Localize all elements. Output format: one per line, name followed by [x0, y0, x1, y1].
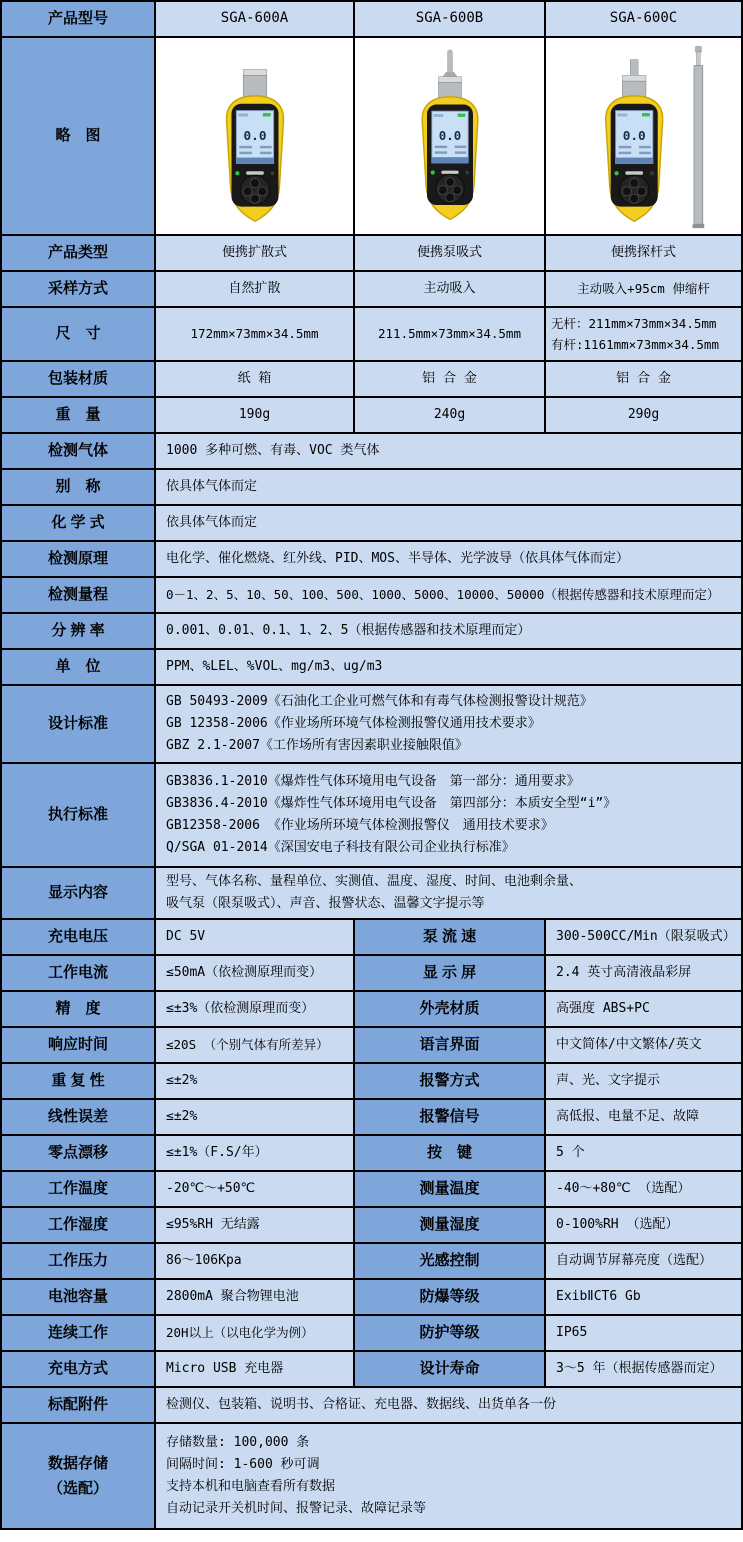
value-sampling-a: 自然扩散: [156, 272, 353, 306]
label-linearity-error: 线性误差: [2, 1100, 154, 1134]
value-protection-class: IP65: [546, 1316, 741, 1350]
value-measure-humidity: 0-100%RH （选配）: [546, 1208, 741, 1242]
screen-info-line: [239, 152, 252, 154]
value-repeatability: ≤±2%: [156, 1064, 353, 1098]
exec-standard-line: GB3836.4-2010《爆炸性气体环境用电气设备 第四部分：本质安全型“i”》: [166, 795, 617, 811]
screen-reading: 0.0: [438, 127, 461, 143]
label-product-model: 产品型号: [2, 2, 154, 36]
label-pump-flow-rate: 泵 流 速: [355, 920, 544, 954]
value-charging-method: Micro USB 充电器: [156, 1352, 353, 1386]
label-standard-accessories: 标配附件: [2, 1388, 154, 1422]
value-light-control: 自动调节屏幕亮度（选配）: [546, 1244, 741, 1278]
value-alarm-signal: 高低报、电量不足、故障: [546, 1100, 741, 1134]
label-detect-range: 检测量程: [2, 578, 154, 612]
product-image-cell-c: [546, 38, 741, 234]
label-battery-capacity: 电池容量: [2, 1280, 154, 1314]
screen-info-line: [618, 152, 631, 154]
label-measure-temperature: 测量温度: [355, 1172, 544, 1206]
label-measure-humidity: 测量湿度: [355, 1208, 544, 1242]
screen-date-strip: [431, 157, 467, 163]
button-up: [445, 178, 454, 187]
value-continuous-work: 20H以上（以电化学为例）: [156, 1316, 353, 1350]
value-battery-capacity: 2800mA 聚合物锂电池: [156, 1280, 353, 1314]
value-type-c: 便携探杆式: [546, 236, 741, 270]
value-weight-a: 190g: [156, 398, 353, 432]
value-type-b: 便携泵吸式: [355, 236, 544, 270]
product-image-cell-a: [156, 38, 353, 234]
telescopic-rod-tip: [696, 52, 700, 66]
design-standard-line: GB 12358-2006《作业场所环境气体检测报警仪通用技术要求》: [166, 715, 541, 731]
brand-mark: [246, 171, 264, 174]
label-protection-class: 防护等级: [355, 1316, 544, 1350]
sensor-cap-rim: [438, 77, 461, 83]
label-design-standard: 设计标准: [2, 686, 154, 762]
screen-info-line: [239, 146, 252, 148]
label-explosion-proof-class: 防爆等级: [355, 1280, 544, 1314]
value-detect-gas: 1000 多种可燃、有毒、VOC 类气体: [156, 434, 741, 468]
brand-mark: [441, 171, 458, 174]
label-keys: 按 键: [355, 1136, 544, 1170]
button-down: [250, 194, 259, 203]
button-left: [438, 186, 447, 195]
label-unit: 单 位: [2, 650, 154, 684]
screen-info-line: [639, 146, 651, 148]
screen-date-strip: [615, 158, 652, 164]
device-image-sga-600b: [359, 42, 541, 234]
product-image-cell-b: [355, 38, 544, 234]
label-charging-voltage: 充电电压: [2, 920, 154, 954]
value-display-screen: 2.4 英寸高清液晶彩屏: [546, 956, 741, 990]
value-keys: 5 个: [546, 1136, 741, 1170]
data-storage-line: 存储数量: 100,000 条: [166, 1434, 310, 1450]
label-detect-principle: 检测原理: [2, 542, 154, 576]
screen-info-line: [259, 152, 271, 154]
button-right: [452, 186, 461, 195]
value-size-a: 172mm×73mm×34.5mm: [156, 308, 353, 360]
data-storage-line: 自动记录开关机时间、报警记录、故障记录等: [166, 1501, 427, 1517]
label-data-storage-line1: 数据存储: [47, 1454, 108, 1472]
screen-info-line: [434, 146, 446, 148]
exec-standard-line: Q/SGA 01-2014《深国安电子科技有限公司企业执行标准》: [166, 840, 515, 856]
sensor-cap: [243, 75, 267, 98]
design-standard-line: GB 50493-2009《石油化工企业可燃气体和有毒气体检测报警设计规范》: [166, 693, 593, 709]
label-detect-gas: 检测气体: [2, 434, 154, 468]
label-sketch: 略 图: [2, 38, 154, 234]
value-charging-voltage: DC 5V: [156, 920, 353, 954]
power-button: [465, 171, 469, 175]
value-sampling-c: 主动吸入+95cm 伸缩杆: [546, 272, 741, 306]
value-working-temperature: -20℃～+50℃: [156, 1172, 353, 1206]
screen-battery-icon: [642, 113, 650, 116]
value-weight-b: 240g: [355, 398, 544, 432]
label-alarm-mode: 报警方式: [355, 1064, 544, 1098]
sensor-cap-rim: [243, 69, 267, 75]
exec-standard-line: GB12358-2006 《作业场所环境气体检测报警仪 通用技术要求》: [166, 818, 554, 833]
button-right: [637, 187, 646, 196]
screen-reading: 0.0: [243, 128, 266, 144]
label-response-time: 响应时间: [2, 1028, 154, 1062]
value-size-c-line1: 无杆：211mm×73mm×34.5mm: [551, 315, 717, 331]
value-size-b: 211.5mm×73mm×34.5mm: [355, 308, 544, 360]
screen-reading: 0.0: [622, 128, 646, 144]
label-display-content: 显示内容: [2, 868, 154, 918]
value-packing-b: 铝 合 金: [355, 362, 544, 396]
value-packing-a: 纸 箱: [156, 362, 353, 396]
display-content-line: 型号、气体名称、量程单位、实测值、温度、湿度、时间、电池剩余量、: [166, 873, 583, 889]
label-alarm-signal: 报警信号: [355, 1100, 544, 1134]
value-response-time: ≤20S （个别气体有所差异）: [156, 1028, 353, 1062]
label-working-pressure: 工作压力: [2, 1244, 154, 1278]
value-measure-temperature: -40～+80℃ （选配）: [546, 1172, 741, 1206]
button-up: [250, 179, 259, 188]
sensor-cap-rim: [622, 75, 646, 81]
button-right: [257, 187, 266, 196]
exec-standard-line: GB3836.1-2010《爆炸性气体环境用电气设备 第一部分：通用要求》: [166, 773, 580, 789]
screen-date-strip: [236, 158, 273, 164]
value-language-ui: 中文简体/中文繁体/英文: [546, 1028, 741, 1062]
label-chemical-formula: 化 学 式: [2, 506, 154, 540]
screen-info-line: [618, 146, 631, 148]
screen-status-bar: [238, 114, 248, 117]
led-indicator: [430, 170, 434, 174]
telescopic-rod: [693, 66, 702, 225]
data-storage-line: 间隔时间: 1-600 秒可调: [166, 1456, 320, 1472]
value-pump-flow-rate: 300-500CC/Min（限泵吸式）: [546, 920, 741, 954]
brand-mark: [625, 171, 643, 174]
device-image-sga-600a: [160, 42, 350, 234]
label-alias: 别 称: [2, 470, 154, 504]
telescopic-rod-base: [692, 224, 704, 228]
label-data-storage-line2: （选配）: [47, 1480, 108, 1497]
device-image-sga-600c: [550, 42, 738, 234]
value-display-content: [156, 868, 741, 918]
button-left: [243, 187, 252, 196]
value-data-storage: [156, 1424, 741, 1528]
label-light-control: 光感控制: [355, 1244, 544, 1278]
value-exec-standard: [156, 764, 741, 866]
value-resolution: 0.001、0.01、0.1、1、2、5（根据传感器和技术原理而定）: [156, 614, 741, 648]
button-down: [629, 194, 638, 203]
value-shell-material: 高强度 ABS+PC: [546, 992, 741, 1026]
label-data-storage: [2, 1424, 154, 1528]
model-c-name: SGA-600C: [546, 2, 741, 36]
value-working-humidity: ≤95%RH 无结露: [156, 1208, 353, 1242]
data-storage-line: 支持本机和电脑查看所有数据: [166, 1479, 336, 1494]
led-indicator: [235, 171, 239, 175]
label-continuous-work: 连续工作: [2, 1316, 154, 1350]
screen-battery-icon: [457, 114, 465, 117]
value-sampling-b: 主动吸入: [355, 272, 544, 306]
screen-info-line: [454, 146, 465, 148]
value-standard-accessories: 检测仪、包装箱、说明书、合格证、充电器、数据线、出货单各一份: [156, 1388, 741, 1422]
value-explosion-proof-class: ExibⅡCT6 Gb: [546, 1280, 741, 1314]
screen-info-line: [454, 151, 465, 153]
value-detect-principle: 电化学、催化燃烧、红外线、PID、MOS、半导体、光学波导（依具体气体而定）: [156, 542, 741, 576]
label-weight: 重 量: [2, 398, 154, 432]
value-weight-c: 290g: [546, 398, 741, 432]
label-shell-material: 外壳材质: [355, 992, 544, 1026]
screen-info-line: [259, 146, 271, 148]
value-alarm-mode: 声、光、文字提示: [546, 1064, 741, 1098]
label-sampling-method: 采样方式: [2, 272, 154, 306]
screen-status-bar: [617, 114, 627, 117]
value-alias: 依具体气体而定: [156, 470, 741, 504]
led-indicator: [614, 171, 618, 175]
value-packing-c: 铝 合 金: [546, 362, 741, 396]
value-unit: PPM、%LEL、%VOL、mg/m3、ug/m3: [156, 650, 741, 684]
screen-status-bar: [433, 114, 443, 117]
value-linearity-error: ≤±2%: [156, 1100, 353, 1134]
label-charging-method: 充电方式: [2, 1352, 154, 1386]
screen-info-line: [639, 152, 651, 154]
value-chemical-formula: 依具体气体而定: [156, 506, 741, 540]
label-working-temperature: 工作温度: [2, 1172, 154, 1206]
value-detect-range: 0－1、2、5、10、50、100、500、1000、5000、10000、50000（根据传感器和技术原理而定）: [156, 578, 741, 612]
screen-info-line: [434, 151, 446, 153]
power-button: [649, 171, 653, 175]
label-product-type: 产品类型: [2, 236, 154, 270]
label-exec-standard: 执行标准: [2, 764, 154, 866]
label-working-humidity: 工作湿度: [2, 1208, 154, 1242]
probe-stub: [630, 60, 638, 76]
label-accuracy: 精 度: [2, 992, 154, 1026]
label-zero-drift: 零点漂移: [2, 1136, 154, 1170]
value-design-standard: [156, 686, 741, 762]
value-working-pressure: 86～106Kpa: [156, 1244, 353, 1278]
label-resolution: 分 辨 率: [2, 614, 154, 648]
value-type-a: 便携扩散式: [156, 236, 353, 270]
value-accuracy: ≤±3%（依检测原理而变）: [156, 992, 353, 1026]
value-design-life: 3～5 年（根据传感器而定）: [546, 1352, 741, 1386]
probe-cone: [442, 72, 457, 77]
label-dimensions: 尺 寸: [2, 308, 154, 360]
label-working-current: 工作电流: [2, 956, 154, 990]
button-down: [445, 193, 454, 202]
value-size-c: [546, 308, 741, 360]
model-b-name: SGA-600B: [355, 2, 544, 36]
label-packing-material: 包装材质: [2, 362, 154, 396]
label-language-ui: 语言界面: [355, 1028, 544, 1062]
display-content-line: 吸气泵（限泵吸式）、声音、报警状态、温馨文字提示等: [166, 896, 485, 911]
value-zero-drift: ≤±1%（F.S/年）: [156, 1136, 353, 1170]
model-a-name: SGA-600A: [156, 2, 353, 36]
button-up: [629, 179, 638, 188]
value-size-c-line2: 有杆:1161mm×73mm×34.5mm: [551, 337, 719, 352]
button-left: [622, 187, 631, 196]
value-working-current: ≤50mA（依检测原理而变）: [156, 956, 353, 990]
power-button: [270, 171, 274, 175]
design-standard-line: GBZ 2.1-2007《工作场所有害因素职业接触限值》: [166, 738, 468, 754]
label-display-screen: 显 示 屏: [355, 956, 544, 990]
pump-probe: [447, 52, 452, 73]
screen-battery-icon: [262, 113, 270, 116]
label-design-life: 设计寿命: [355, 1352, 544, 1386]
label-repeatability: 重 复 性: [2, 1064, 154, 1098]
